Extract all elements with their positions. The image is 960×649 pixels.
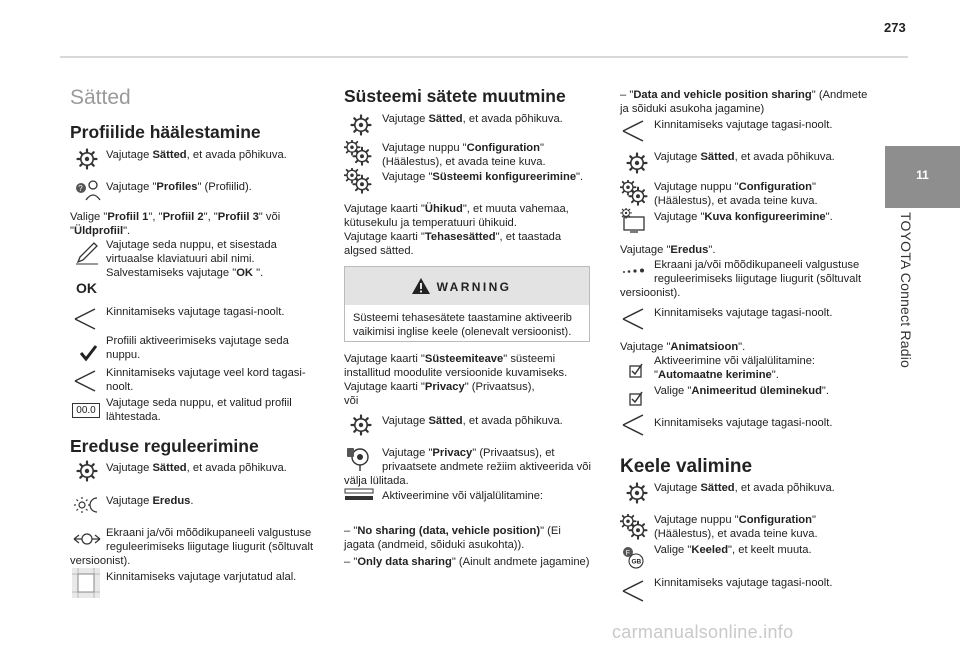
profiles-step-profiles: Vajutage "Profiles" (Profiilid). [106, 181, 252, 193]
profiles-step-settings: Vajutage Sätted, et avada põhikuva. [106, 149, 287, 161]
brightness-step-settings: Vajutage Sätted, et avada põhikuva. [106, 462, 287, 474]
checkbox-icon [620, 358, 650, 384]
language-step-settings: Vajutage Sätted, et avada põhikuva. [654, 482, 835, 494]
back-arrow-icon [620, 118, 650, 144]
system-configuration-icon [344, 168, 374, 194]
warning-text: Süsteemi tehasesätete taastamine aktiveerib vaikimisi inglise keele (olenevalt versioonist). [353, 312, 572, 338]
language-step-languages: Valige "Keeled", et keelt muuta. [654, 544, 812, 556]
gear-icon [622, 480, 652, 506]
language-confirm: Kinnitamiseks vajutage tagasi-noolt. [654, 577, 833, 589]
display-icon [620, 208, 650, 234]
system-privacy: Vajutage kaarti "Privacy" (Privaatsus), [344, 381, 535, 393]
gear-icon [622, 150, 652, 176]
gear-icon [346, 112, 376, 138]
privacy-confirm: Kinnitamiseks vajutage tagasi-noolt. [654, 119, 833, 131]
warning-title: WARNING [436, 280, 512, 294]
privacy-step-privacy-a: Vajutage "Privacy" (Privaatsus), et privaatsete andmete režiim aktiveerida või [382, 447, 591, 473]
configuration-icon [620, 180, 650, 206]
language-icon [620, 544, 650, 570]
system-factory: Vajutage kaarti "Tehasesätted", et taastada algsed sätted. [344, 231, 562, 257]
watermark: carmanualsonline.info [612, 622, 794, 642]
brightness-step-confirm: Kinnitamiseks vajutage varjutatud alal. [106, 571, 297, 583]
svg-text:F: F [625, 550, 630, 557]
display-step-settings: Vajutage Sätted, et avada põhikuva. [654, 151, 835, 163]
profiles-step-reset: Vajutage seda nuppu, et valitud profiil lähtestada. [106, 397, 292, 423]
checkmark-icon [72, 340, 102, 366]
section-title-profiles: Profiilide häälestamine [70, 122, 261, 142]
privacy-toggle: Aktiveerimine või väljalülitamine: [382, 490, 544, 502]
privacy-step-settings: Vajutage Sätted, et avada põhikuva. [382, 415, 563, 427]
page-number: 273 [884, 20, 906, 35]
section-title-system-settings: Süsteemi sätete muutmine [344, 86, 566, 106]
ok-button-label: OK [76, 280, 97, 296]
language-step-configuration: Vajutage nuppu "Configuration" (Häälestus), et avada teine kuva. [654, 514, 818, 540]
slider-icon [72, 526, 102, 552]
svg-text:?: ? [78, 184, 83, 193]
section-title-brightness: Ereduse reguleerimine [70, 436, 259, 456]
animation-confirm: Kinnitamiseks vajutage tagasi-noolt. [654, 417, 833, 429]
animation-transitions: Valige "Animeeritud üleminekud". [654, 385, 829, 397]
profiles-icon [72, 178, 102, 204]
shaded-area-icon [72, 568, 100, 598]
section-heading-settings: Sätted [70, 86, 131, 109]
reset-button-label: 00.0 [72, 403, 100, 418]
back-arrow-icon [72, 368, 102, 394]
profiles-step-save: Salvestamiseks vajutage "OK ". [106, 267, 264, 279]
pencil-icon [72, 240, 102, 266]
profiles-step-confirm: Kinnitamiseks vajutage tagasi-noolt. [106, 306, 285, 318]
profiles-step-name: Vajutage seda nuppu, et sisestada virtuaalse klaviatuuri abil nimi. [106, 239, 277, 265]
chapter-tab[interactable] [885, 146, 960, 208]
gear-icon [72, 458, 102, 484]
system-step-settings: Vajutage Sätted, et avada põhikuva. [382, 113, 563, 125]
privacy-option-none: – "No sharing (data, vehicle position)" (Ei jagata (andmeid, sõiduki asukohta)). [344, 525, 561, 551]
back-arrow-icon [620, 578, 650, 604]
back-arrow-icon [620, 412, 650, 438]
back-arrow-icon [620, 306, 650, 332]
brightness-step-slider-b: versioonist). [70, 555, 131, 567]
header-rule [60, 56, 908, 58]
checkbox-icon [620, 386, 650, 412]
section-title-language: Keele valimine [620, 456, 753, 477]
privacy-step-privacy-b: välja lülitada. [344, 475, 409, 487]
display-step-display-config: Vajutage "Kuva konfigureerimine". [654, 211, 833, 223]
brightness-step-slider-a: Ekraani ja/või mõõdikupaneeli valgustuse reguleerimiseks liigutage liugurit (sõltuvalt [106, 527, 314, 553]
brightness-dots-icon [620, 256, 650, 282]
system-info: Vajutage kaarti "Süsteemiteave" süsteemi installitud moodulite versioonide kuvamiseks. [344, 353, 568, 379]
display-step-brightness: Vajutage "Eredus". [620, 244, 716, 256]
display-slider-a: Ekraani ja/või mõõdikupaneeli valgustuse reguleerimiseks liigutage liugurit (sõltuvalt [654, 259, 862, 285]
profiles-step-activate: Profiili aktiveerimiseks vajutage seda nuppu. [106, 335, 289, 361]
animation-autoscroll: Aktiveerimine või väljalülitamine: "Automaatne kerimine". [654, 355, 816, 381]
profiles-step-confirm-again: Kinnitamiseks vajutage veel kord tagasi-noolt. [106, 367, 306, 393]
display-step-configuration: Vajutage nuppu "Configuration" (Häälestus), et avada teine kuva. [654, 181, 818, 207]
system-units: Vajutage kaarti "Ühikud", et muuta vahemaa, kütusekulu ja temperatuuri ühikuid. [344, 203, 569, 229]
display-step-animation: Vajutage "Animatsioon". [620, 341, 746, 353]
toggle-icon [344, 488, 374, 502]
chapter-tab-number: 11 [916, 168, 929, 182]
language-badge-text: GB [631, 558, 642, 566]
system-step-system-config: Vajutage "Süsteemi konfigureerimine". [382, 171, 584, 183]
chapter-side-title [892, 212, 920, 502]
privacy-option-all: – "Data and vehicle position sharing" (Andmete ja sõiduki asukoha jagamine) [620, 89, 868, 115]
gear-icon [346, 412, 376, 438]
gear-icon [72, 146, 102, 172]
privacy-icon [344, 446, 374, 472]
display-slider-b: versioonist). [620, 287, 681, 299]
brightness-step-eredus: Vajutage Eredus. [106, 495, 194, 507]
configuration-icon [344, 140, 374, 166]
system-step-configuration: Vajutage nuppu "Configuration" (Häälestus), et avada teine kuva. [382, 142, 546, 168]
display-confirm: Kinnitamiseks vajutage tagasi-noolt. [654, 307, 833, 319]
brightness-icon [72, 492, 102, 518]
back-arrow-icon [72, 306, 102, 332]
configuration-icon [620, 514, 650, 540]
warning-box [344, 266, 590, 342]
privacy-option-data: – "Only data sharing" (Ainult andmete jagamine) [344, 556, 590, 568]
chapter-title: TOYOTA Connect Radio [898, 212, 914, 368]
profiles-choose: Valige "Profiil 1", "Profiil 2", "Profiil 3" või "Üldprofiil". [70, 211, 281, 237]
system-or: või [344, 395, 359, 407]
